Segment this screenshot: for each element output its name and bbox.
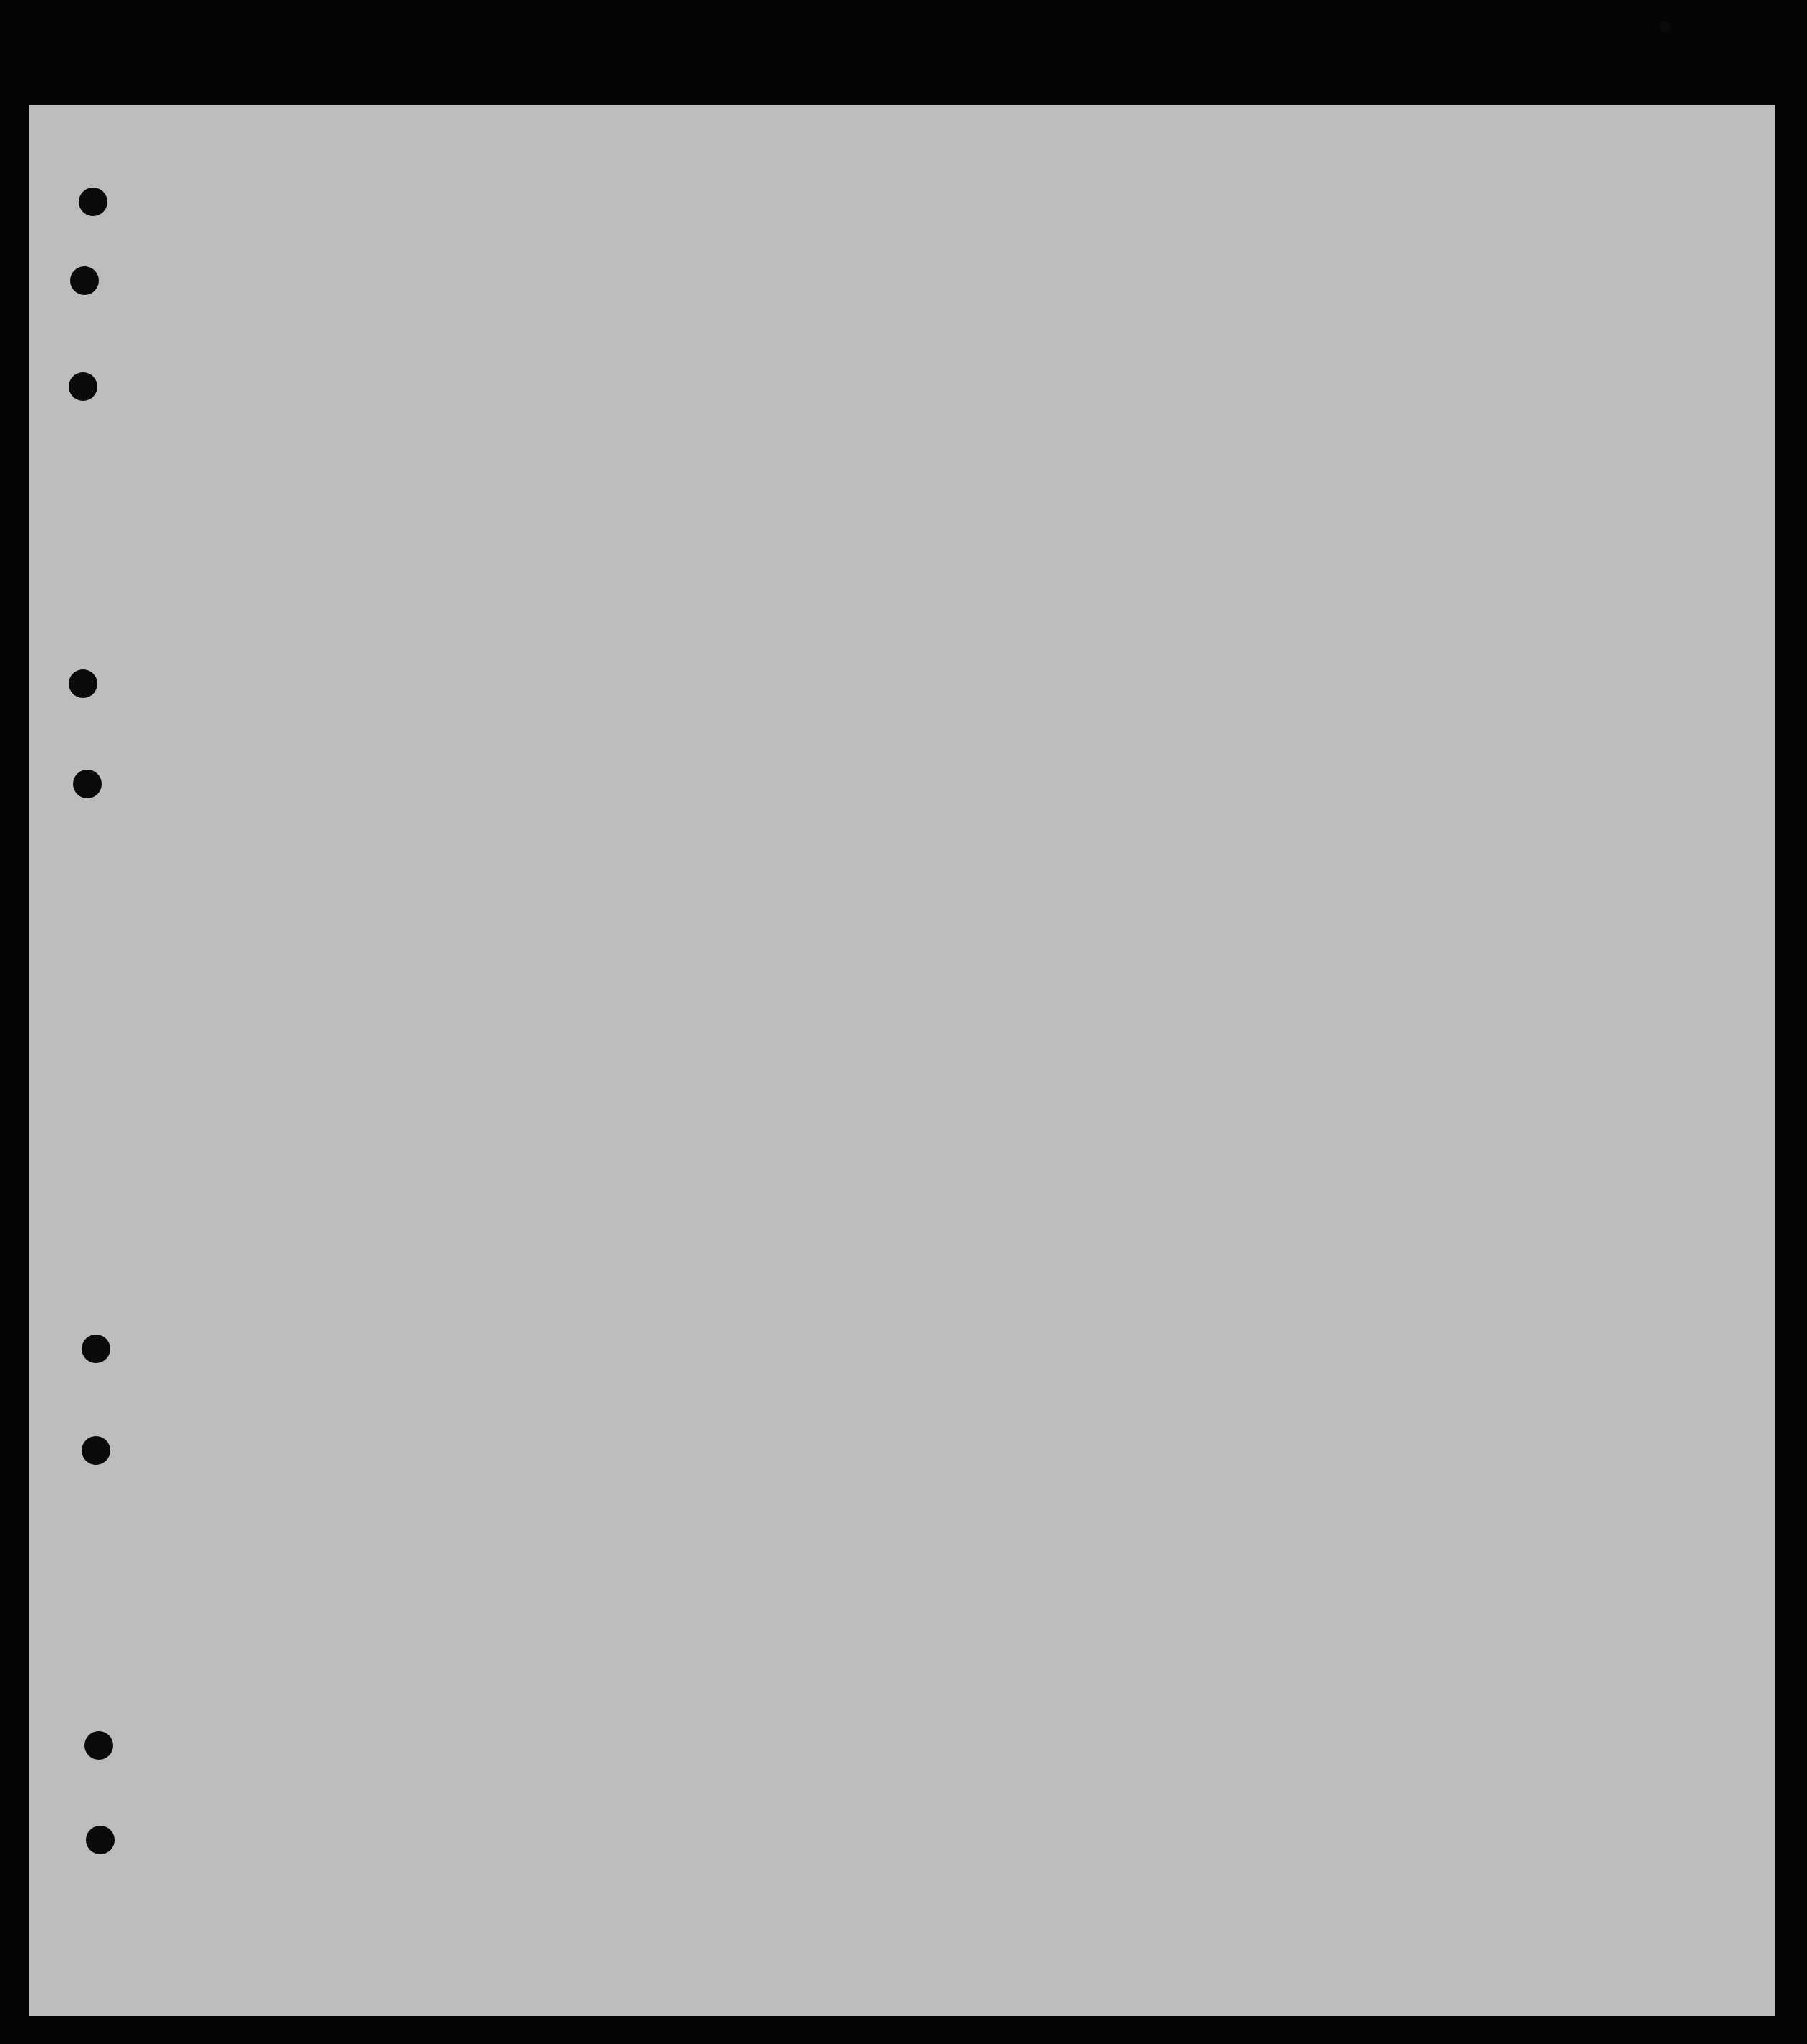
punch-hole xyxy=(86,1826,115,1854)
punch-hole xyxy=(69,372,97,401)
manifest-sheet xyxy=(29,105,1775,2016)
punch-hole xyxy=(1660,21,1670,32)
punch-hole xyxy=(82,1436,110,1465)
punch-hole xyxy=(69,669,97,698)
punch-hole xyxy=(84,1731,113,1760)
punch-hole xyxy=(70,266,99,295)
punch-hole xyxy=(73,770,102,798)
punch-hole xyxy=(79,188,107,216)
punch-hole xyxy=(82,1335,110,1363)
